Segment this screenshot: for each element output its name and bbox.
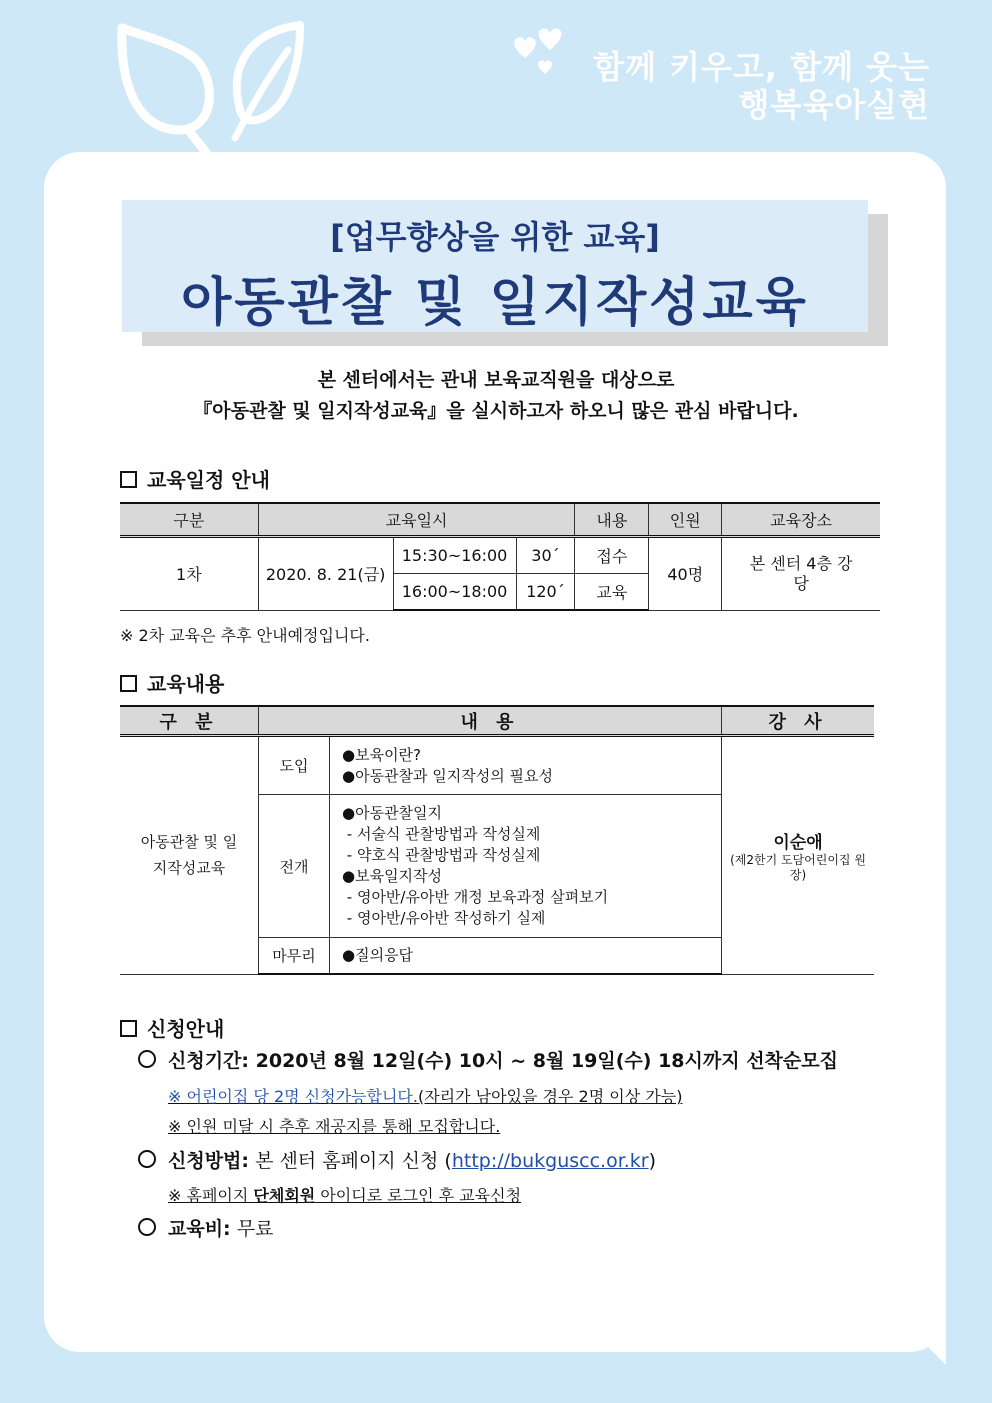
contents-heading-text: 교육내용 bbox=[147, 672, 225, 696]
checkbox-square-icon bbox=[120, 675, 137, 692]
table-row bbox=[120, 537, 880, 574]
apply-period bbox=[138, 1046, 838, 1073]
apply-heading-text: 신청안내 bbox=[147, 1017, 225, 1041]
circle-bullet-icon bbox=[138, 1150, 156, 1168]
page-title: 아동관찰 및 일지작성교육 bbox=[181, 273, 809, 333]
list-item: - 영아반/유아반 개정 보육과정 살펴보기 bbox=[342, 888, 609, 906]
homepage-link[interactable]: http://bukguscc.or.kr bbox=[451, 1150, 649, 1172]
apply-method: 신청방법: 본 센터 홈페이지 신청 (http://bukguscc.or.kr) bbox=[138, 1146, 656, 1173]
list-item: ●보육이란? bbox=[342, 745, 422, 764]
stage-items bbox=[330, 795, 722, 938]
fee-label: 교육비: bbox=[168, 1218, 231, 1240]
schedule-heading bbox=[120, 464, 270, 493]
method-value: 본 센터 홈페이지 신청 bbox=[255, 1150, 439, 1172]
stage-cell: 도입 bbox=[259, 736, 330, 795]
stage-cell: 전개 bbox=[259, 795, 330, 938]
col-header: 구 분 bbox=[120, 706, 259, 736]
note3-bold: 단체회원 bbox=[253, 1186, 316, 1205]
content-cell: 접수 bbox=[575, 537, 649, 574]
col-header: 내용 bbox=[575, 503, 649, 537]
schedule-note: ※ 2차 교육은 추후 안내예정입니다. bbox=[120, 626, 370, 645]
col-header: 내 용 bbox=[259, 706, 722, 736]
schedule-heading-text: 교육일정 안내 bbox=[147, 468, 270, 492]
apply-fee bbox=[138, 1214, 273, 1241]
title-subtitle: [업무향상을 위한 교육] bbox=[330, 218, 660, 256]
list-item: ●아동관찰과 일지작성의 필요성 bbox=[342, 766, 553, 785]
time-cell: 15:30~16:00 bbox=[393, 537, 516, 574]
schedule-table bbox=[120, 502, 880, 611]
slogan bbox=[593, 48, 930, 124]
title-box bbox=[122, 200, 868, 332]
instructor-desc: (제2한기 도담어린이집 원장) bbox=[730, 852, 866, 882]
stage-items bbox=[330, 938, 722, 975]
col-header: 교육장소 bbox=[722, 503, 880, 537]
list-item: ●보육일지작성 bbox=[342, 867, 443, 885]
intro-line2: 『아동관찰 및 일지작성교육』을 실시하고자 하오니 많은 관심 바랍니다. bbox=[193, 400, 799, 422]
col-header: 구분 bbox=[120, 503, 258, 537]
apply-note3 bbox=[168, 1183, 521, 1206]
stage-cell: 마무리 bbox=[259, 938, 330, 975]
leaf-icon bbox=[110, 20, 310, 160]
apply-note1 bbox=[168, 1084, 682, 1107]
col-header: 인원 bbox=[649, 503, 722, 537]
table-header-row bbox=[120, 503, 880, 537]
people-cell: 40명 bbox=[649, 537, 722, 611]
duration-cell: 120´ bbox=[516, 574, 575, 611]
place-cell: 본 센터 4층 강당 bbox=[722, 537, 880, 611]
apply-heading bbox=[120, 1013, 224, 1042]
date-cell: 2020. 8. 21(금) bbox=[258, 537, 393, 611]
round-cell: 1차 bbox=[120, 537, 258, 611]
note3-pre: ※ 홈페이지 bbox=[168, 1186, 254, 1205]
table-header-row bbox=[120, 706, 874, 736]
list-item: - 약호식 관찰방법과 작성실제 bbox=[342, 846, 541, 864]
instructor-name: 이순애 bbox=[773, 832, 823, 853]
intro-line1: 본 센터에서는 관내 보육교직원을 대상으로 bbox=[317, 369, 675, 391]
stage-items bbox=[330, 736, 722, 795]
table-row bbox=[120, 736, 874, 795]
list-item: ●아동관찰일지 bbox=[342, 804, 443, 822]
col-header: 교육일시 bbox=[258, 503, 575, 537]
contents-heading bbox=[120, 668, 224, 697]
time-cell: 16:00~18:00 bbox=[393, 574, 516, 611]
hearts-icon bbox=[505, 28, 575, 78]
circle-bullet-icon bbox=[138, 1218, 156, 1236]
list-item: - 서술식 관찰방법과 작성실제 bbox=[342, 825, 541, 843]
note1-rest: (자리가 남아있을 경우 2명 이상 가능) bbox=[417, 1087, 683, 1106]
period-value: 2020년 8월 12일(수) 10시 ~ 8월 19일(수) 18시까지 선착순모집 bbox=[255, 1050, 838, 1072]
checkbox-square-icon bbox=[120, 471, 137, 488]
apply-note2: ※ 인원 미달 시 추후 재공지를 통해 모집합니다. bbox=[168, 1117, 501, 1136]
col-header: 강 사 bbox=[722, 706, 875, 736]
list-item: ●질의응답 bbox=[342, 946, 414, 964]
fee-value: 무료 bbox=[236, 1218, 274, 1240]
note1-blue: ※ 어린이집 당 2명 신청가능합니다. bbox=[168, 1087, 418, 1106]
instructor-cell bbox=[722, 736, 875, 975]
contents-table bbox=[120, 705, 874, 975]
slogan-line1: 함께 키우고, 함께 웃는 bbox=[593, 48, 930, 86]
list-item: - 영아반/유아반 작성하기 실제 bbox=[342, 909, 546, 927]
checkbox-square-icon bbox=[120, 1020, 137, 1037]
note3-post: 아이디로 로그인 후 교육신청 bbox=[315, 1186, 522, 1205]
category-cell: 아동관찰 및 일지작성교육 bbox=[120, 736, 259, 975]
content-cell: 교육 bbox=[575, 574, 649, 611]
duration-cell: 30´ bbox=[516, 537, 575, 574]
method-label: 신청방법: bbox=[168, 1150, 250, 1172]
circle-bullet-icon bbox=[138, 1050, 156, 1068]
period-label: 신청기간: bbox=[168, 1050, 250, 1072]
slogan-line2: 행복육아실현 bbox=[738, 86, 930, 124]
